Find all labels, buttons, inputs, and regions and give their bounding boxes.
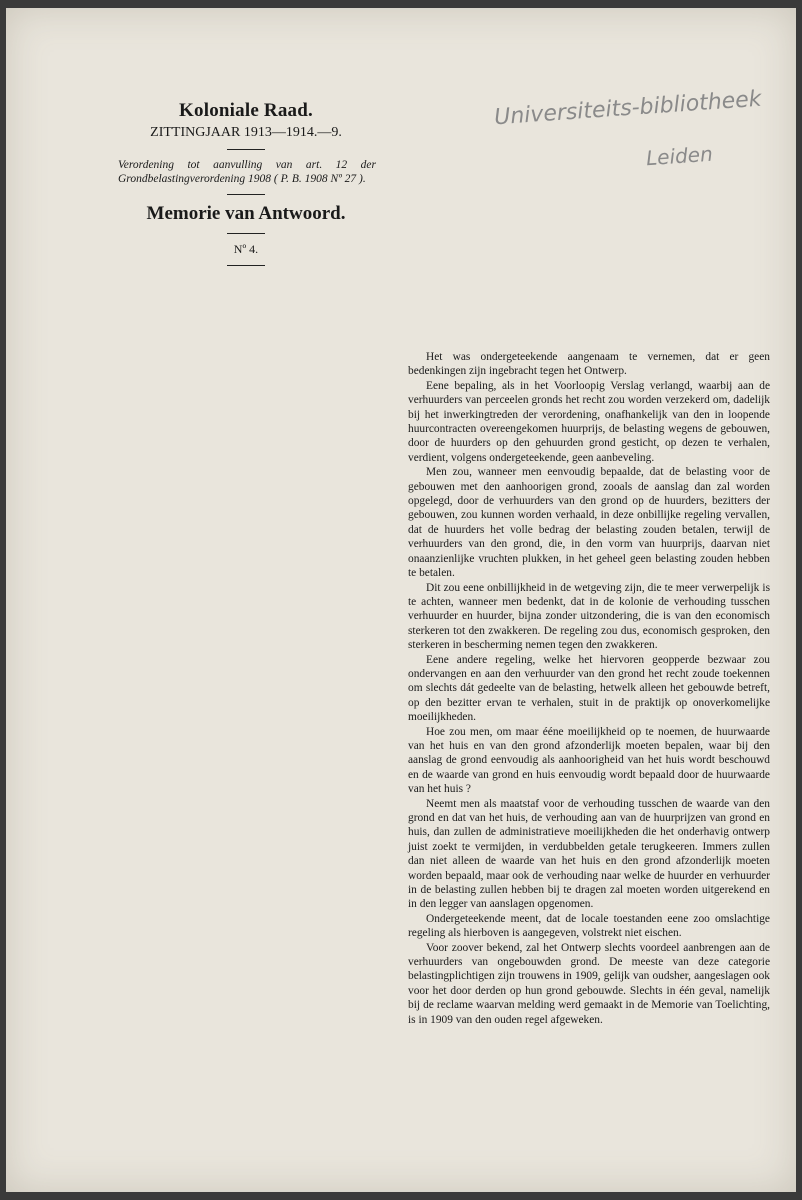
- paragraph: Voor zoover bekend, zal het Ontwerp slechts voordeel aanbrengen aan de verhuurders van ongebouwden grond. De meeste van deze categorie belastingplichtigen zijn trouwens in 1909, gelijk van oudsher, aangeslagen ook voor het door derden op hun grond gebouwde. Slechts in één geval, namelijk bij de reclame waarvan melding werd gemaakt in de Memorie van Toelichting, is in 1909 van den ouden regel afgeweken.: [408, 941, 770, 1026]
- divider: [227, 265, 265, 266]
- subject-line: Verordening tot aanvulling van art. 12 der Grondbelastingverordening 1908 ( P. B. 1908 Nº 27 ).: [118, 159, 376, 185]
- paragraph: Hoe zou men, om maar ééne moeilijkheid op te noemen, de huurwaarde van het huis en van den grond afzonderlijk moeten bepalen, waar bij den aanslag de grond eenvoudig als aanhoorigheid van het huis wordt beschouwd en de waarde van grond en huis eenvoudig wordt bepaald door de huurwaarde van het huis ?: [408, 725, 770, 796]
- paragraph: Het was ondergeteekende aangenaam te vernemen, dat er geen bedenkingen zijn ingebracht tegen het Ontwerp.: [408, 351, 770, 378]
- session-year: ZITTINGJAAR 1913—1914.—9.: [150, 125, 342, 140]
- paragraph: Men zou, wanneer men eenvoudig bepaalde, dat de belasting voor de gebouwen met den aanhoorigen grond, zooals de aanslag dan zal worden opgelegd, door de verhuurders van den grond op de huurders, bezitters der gebouwen, zou kunnen worden verhaald, in deze onbillijke regeling vervallen, dat de huurders het volle bedrag der belasting zouden betalen, terwijl de verhuurders van den grond, die, in den vorm van huurprijs, daarvan niet onaanzienlijke vruchten plukken, in het geheel geen belasting zouden hebben te betalen.: [408, 466, 770, 580]
- document-page: [6, 8, 796, 1192]
- paragraph: Neemt men als maatstaf voor de verhouding tusschen de waarde van den grond en dat van het huis, de verhouding aan van de huurprijzen van grond en huis, dan zullen de administratieve moeilijkheden die het onderhavig ontwerp juist zoekt te vermijden, in verdubbelden getale terugkeeren. Immers zullen dan niet alleen de waarde van het huis en den grond afzonderlijk moeten worden bepaald, maar ook de verhouding naar welke de huurder en verhuurder in de belasting zullen hebben bij te dragen zal moeten worden uitgerekend en in den legger van aanslagen opgenomen.: [408, 797, 770, 911]
- document-header: [116, 100, 376, 274]
- handwritten-annotation: Leiden: [645, 141, 714, 171]
- paragraph: Eene bepaling, als in het Voorloopig Verslag verlangd, waarbij aan de verhuurders van perceelen gronds het recht zou worden verzekerd om, dadelijk bij het inwerkingtreden der verordening, onafhankelijk van den in loopende huurcontracten overeengekomen huurprijs, de belasting wegens de gebouwen, door de huurders op den gehuurden grond gesticht, op dezen te verhalen, verdient, volgens ondergeteekende, geen aanbeveling.: [408, 379, 770, 464]
- divider: [227, 233, 265, 234]
- document-type: Memorie van Antwoord.: [146, 203, 346, 224]
- divider: [227, 194, 265, 195]
- handwritten-annotation: Universiteits-bibliotheek: [493, 86, 763, 131]
- paragraph: Dit zou eene onbillijkheid in de wetgeving zijn, die te meer verwerpelijk is te achten, wanneer men bedenkt, dat in de kolonie de verhouding tusschen verhuurder en huurder, bijna zonder uitzondering, die is van den economisch sterkeren tot den zwakkeren. De regeling zou dus, economisch gesproken, den sterkeren in bescherming nemen tegen den zwakkeren.: [408, 581, 770, 652]
- paragraph: Ondergeteekende meent, dat de locale toestanden eene zoo omslachtige regeling als hierboven is aangegeven, volstrekt niet eischen.: [408, 912, 770, 940]
- divider: [227, 149, 265, 150]
- body-text: [408, 350, 770, 1027]
- council-title: Koloniale Raad.: [179, 100, 313, 121]
- document-number: Nº 4.: [233, 242, 259, 256]
- paragraph: Eene andere regeling, welke het hiervoren geopperde bezwaar zou ondervangen en aan den verhuurder van den grond het recht zoude toekennen om slechts dát gedeelte van de belasting, hetwelk alleen het gebouwde betreft, op den bezitter ervan te verhalen, stuit in de praktijk op onoverkomelijke moeilijkheden.: [408, 653, 770, 724]
